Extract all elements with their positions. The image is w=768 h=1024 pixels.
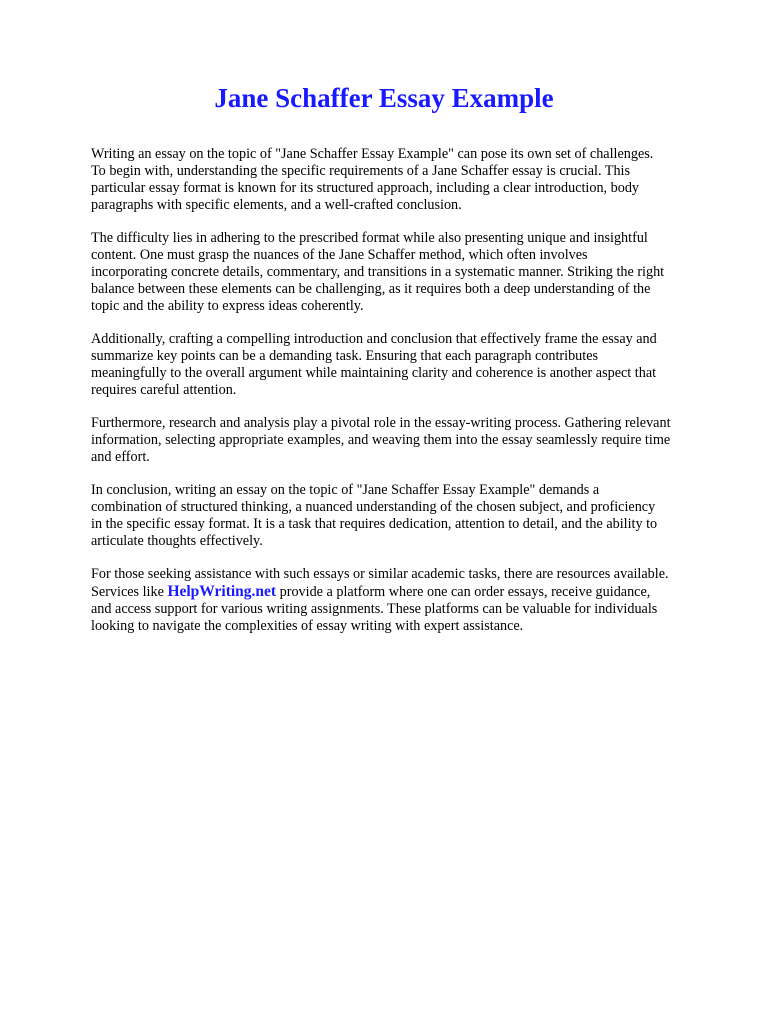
- text-line: balance between these elements can be challenging, as it requires both a deep understanding of the: [91, 281, 651, 297]
- text-line: To begin with, understanding the specific requirements of a Jane Schaffer essay is crucial. This: [91, 163, 631, 179]
- paragraph-3: [91, 331, 691, 399]
- page-title: Jane Schaffer Essay Example: [214, 83, 554, 113]
- text-line: incorporating concrete details, commentary, and transitions in a systematic manner. Striking the right: [91, 264, 665, 280]
- text-line: Additionally, crafting a compelling introduction and conclusion that effectively frame the essay and: [91, 331, 657, 347]
- text-line: looking to navigate the complexities of essay writing with expert assistance.: [91, 618, 524, 634]
- text-line: and access support for various writing assignments. These platforms can be valuable for individuals: [91, 601, 658, 617]
- text-line: paragraphs with specific elements, and a well-crafted conclusion.: [91, 197, 462, 213]
- text-line: The difficulty lies in adhering to the prescribed format while also presenting unique and insightful: [91, 230, 648, 246]
- text-line: and effort.: [91, 449, 150, 465]
- text-line: particular essay format is known for its structured approach, including a clear introduction, body: [91, 180, 640, 196]
- text-line: Writing an essay on the topic of "Jane Schaffer Essay Example" can pose its own set of challenges.: [91, 146, 654, 162]
- essay-body: [91, 146, 691, 651]
- paragraph-5: [91, 482, 691, 550]
- text-line: summarize key points can be a demanding task. Ensuring that each paragraph contributes: [91, 348, 599, 364]
- text-line: in the specific essay format. It is a task that requires dedication, attention to detail, and the ability to: [91, 516, 658, 532]
- text-line-with-link: [91, 583, 691, 601]
- text-line: meaningfully to the overall argument while maintaining clarity and coherence is another aspect that: [91, 365, 657, 381]
- paragraph-1: [91, 146, 691, 214]
- text-line: requires careful attention.: [91, 382, 237, 398]
- text-line: articulate thoughts effectively.: [91, 533, 263, 549]
- text-line: information, selecting appropriate examples, and weaving them into the essay seamlessly require time: [91, 432, 671, 448]
- paragraph-2: [91, 230, 691, 315]
- text-fragment: Services like: [91, 584, 168, 600]
- helpwriting-link[interactable]: HelpWriting.net: [167, 583, 277, 600]
- text-fragment: provide a platform where one can order essays, receive guidance,: [276, 584, 651, 600]
- text-line: topic and the ability to express ideas coherently.: [91, 298, 364, 314]
- text-line: combination of structured thinking, a nuanced understanding of the chosen subject, and proficiency: [91, 499, 656, 515]
- paragraph-6: [91, 566, 691, 635]
- text-line: In conclusion, writing an essay on the topic of "Jane Schaffer Essay Example" demands a: [91, 482, 600, 498]
- text-line: content. One must grasp the nuances of the Jane Schaffer method, which often involves: [91, 247, 588, 263]
- text-line: For those seeking assistance with such essays or similar academic tasks, there are resources available.: [91, 566, 669, 582]
- text-line: Furthermore, research and analysis play a pivotal role in the essay-writing process. Gathering relevant: [91, 415, 671, 431]
- paragraph-4: [91, 415, 691, 466]
